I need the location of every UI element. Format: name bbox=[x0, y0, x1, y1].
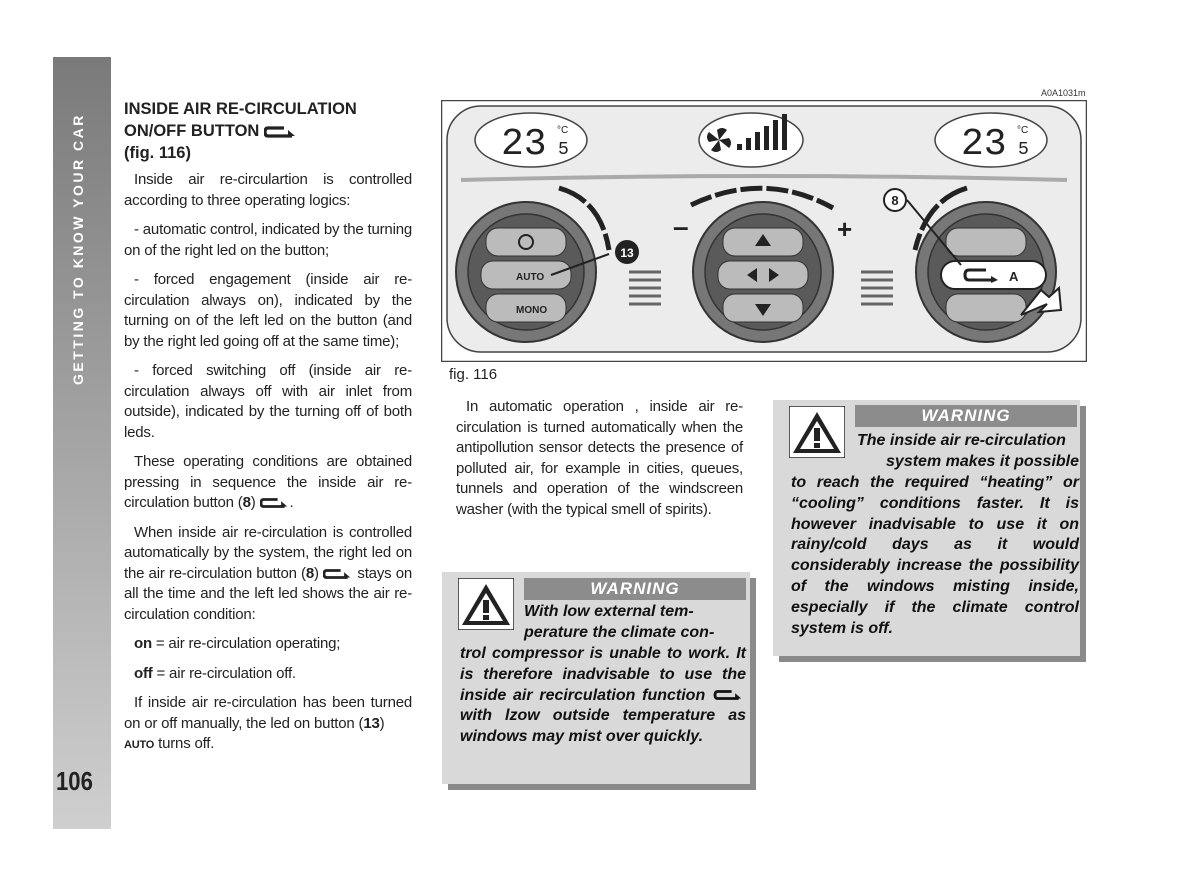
warning-1-title: WARNING bbox=[524, 578, 746, 600]
recirculation-icon bbox=[712, 688, 746, 702]
warning-1-line-1: With low external tem- bbox=[524, 603, 694, 620]
figure-code: A0A1031m bbox=[1041, 88, 1086, 98]
warning-2-line-2: system makes it possible bbox=[886, 453, 1079, 470]
warning-box-1 bbox=[442, 572, 750, 784]
paragraph-6: When inside air re-circulation is controlled automatically by the system, the right led on the air re-circulation button (8) stays on all the time and the left led shows the air re-circulation condition: bbox=[124, 523, 412, 623]
section-title: GETTING TO KNOW YOUR CAR bbox=[70, 113, 86, 385]
left-column bbox=[124, 98, 412, 756]
section-heading bbox=[124, 98, 412, 164]
paragraph-5: These operating conditions are obtained pressing in sequence the inside air re-circulation button (8) . bbox=[124, 453, 412, 511]
warning-1-line-2: perature the climate con- bbox=[524, 624, 715, 641]
heading-line-2: ON/OFF BUTTON bbox=[124, 120, 412, 142]
recirculation-auto-label: A bbox=[1009, 269, 1019, 284]
plus-sign: + bbox=[837, 214, 853, 244]
right-temp-unit: °C bbox=[1017, 125, 1029, 136]
paragraph-2: - automatic control, indicated by the turning on of the right led on the button; bbox=[124, 221, 412, 259]
left-temp-decimal: 5 bbox=[558, 140, 569, 160]
right-temp-decimal: 5 bbox=[1018, 140, 1029, 160]
warning-2-line-1: The inside air re-circulation bbox=[857, 432, 1066, 449]
svg-text:13: 13 bbox=[620, 246, 634, 260]
paragraph-3: - forced engagement (inside air re-circulation always on), indicated by the turning on of the left led on the button (and by the right led going off at the same time); bbox=[124, 271, 412, 350]
recirculation-button bbox=[941, 261, 1046, 289]
warning-2-body: to reach the required “heating” or “cooling” conditions faster. It is however inadvisable to use it on rainy/cold days as it would considerably increase the possibility of the windows misting inside, especially if the climate control system is off. bbox=[791, 474, 1079, 637]
right-temp-value: 23 bbox=[961, 123, 1007, 166]
warning-box-2 bbox=[773, 400, 1080, 656]
recirculation-icon bbox=[323, 567, 353, 581]
heading-line-3: (fig. 116) bbox=[124, 144, 191, 162]
warning-icon bbox=[458, 578, 514, 630]
page-number: 106 bbox=[56, 766, 93, 796]
recirculation-icon bbox=[260, 496, 290, 510]
warning-2-title: WARNING bbox=[855, 405, 1077, 427]
svg-text:8: 8 bbox=[891, 193, 899, 208]
mono-button-label: MONO bbox=[516, 305, 548, 316]
windscreen-defrost-button bbox=[946, 228, 1026, 256]
on-definition: on = air re-circulation operating; bbox=[134, 635, 341, 652]
paragraph-1: Inside air re-circulartion is controlled according to three operating logics: bbox=[124, 171, 412, 209]
left-temp-value: 23 bbox=[501, 123, 547, 166]
left-temp-unit: °C bbox=[557, 125, 569, 136]
ac-button bbox=[486, 228, 566, 256]
figure-caption: fig. 116 bbox=[449, 366, 498, 383]
auto-button-label: AUTO bbox=[516, 272, 545, 283]
paragraph-4: - forced switching off (inside air re-circulation always off with air inlet from outside), indicated by the turning off of both leds. bbox=[124, 362, 412, 441]
paragraph-automatic: In automatic operation , inside air re-circulation is turned automatically when the antipollution sensor detects the presence of polluted air, for example in cities, queues, tunnels and operation of the windscreen washer (with the typical smell of spirits). bbox=[456, 398, 743, 518]
minus-sign: – bbox=[673, 211, 689, 242]
rear-window-defrost-button bbox=[946, 294, 1026, 322]
off-definition: off = air re-circulation off. bbox=[134, 664, 296, 682]
heading-line-1: INSIDE AIR RE-CIRCULATION bbox=[124, 100, 357, 118]
recirculation-icon bbox=[264, 124, 298, 140]
paragraph-7: If inside air re-circulation has been turned on or off manually, the led on button (13) AUTO turns off. bbox=[124, 694, 412, 752]
warning-1-body: trol compressor is unable to work. It is therefore inadvisable to use the inside air recirculation function with lzow outside temperature as windows may mist over quickly. bbox=[460, 645, 746, 746]
warning-icon bbox=[789, 406, 845, 458]
middle-column bbox=[456, 397, 743, 520]
climate-control-figure bbox=[441, 100, 1087, 362]
center-vent-button bbox=[718, 261, 808, 289]
